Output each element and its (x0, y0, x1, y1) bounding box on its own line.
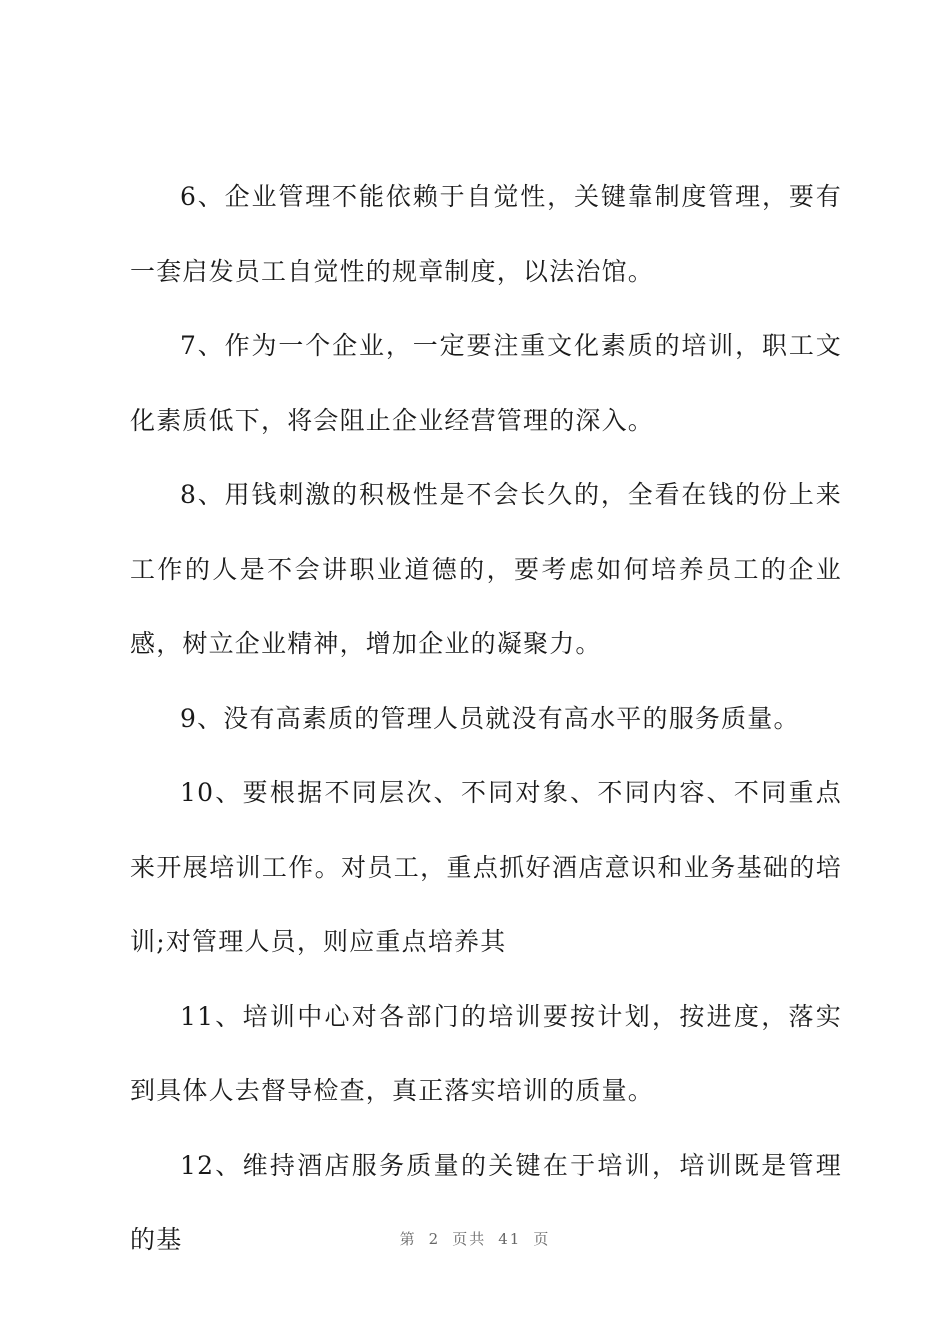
footer-prefix: 第 (399, 1230, 417, 1248)
footer-page-number: 2 (428, 1230, 441, 1248)
paragraph-7: 7、作为一个企业，一定要注重文化素质的培训，职工文化素质低下，将会阻止企业经营管理的深入。 (130, 331, 842, 435)
footer-middle: 页共 (452, 1230, 487, 1248)
paragraph-11: 11、培训中心对各部门的培训要按计划，按进度，落实到具体人去督导检查，真正落实培训的质量。 (130, 1001, 842, 1105)
page-footer (0, 1228, 950, 1249)
paragraph-8: 8、用钱刺激的积极性是不会长久的，全看在钱的份上来工作的人是不会讲职业道德的，要考虑如何培养员工的企业感，树立企业精神，增加企业的凝聚力。 (130, 480, 842, 658)
paragraph-12: 12、维持酒店服务质量的关键在于培训，培训既是管理的基 (130, 1150, 842, 1254)
document-body (130, 160, 842, 1278)
paragraph-9: 9、没有高素质的管理人员就没有高水平的服务质量。 (180, 703, 800, 733)
footer-suffix: 页 (533, 1230, 551, 1248)
paragraph-10: 10、要根据不同层次、不同对象、不同内容、不同重点来开展培训工作。对员工，重点抓好酒店意识和业务基础的培训;对管理人员，则应重点培养其 (130, 778, 842, 956)
footer-total-pages: 41 (498, 1230, 522, 1248)
paragraph-6: 6、企业管理不能依赖于自觉性，关键靠制度管理，要有一套启发员工自觉性的规章制度，以法治馆。 (130, 182, 842, 286)
